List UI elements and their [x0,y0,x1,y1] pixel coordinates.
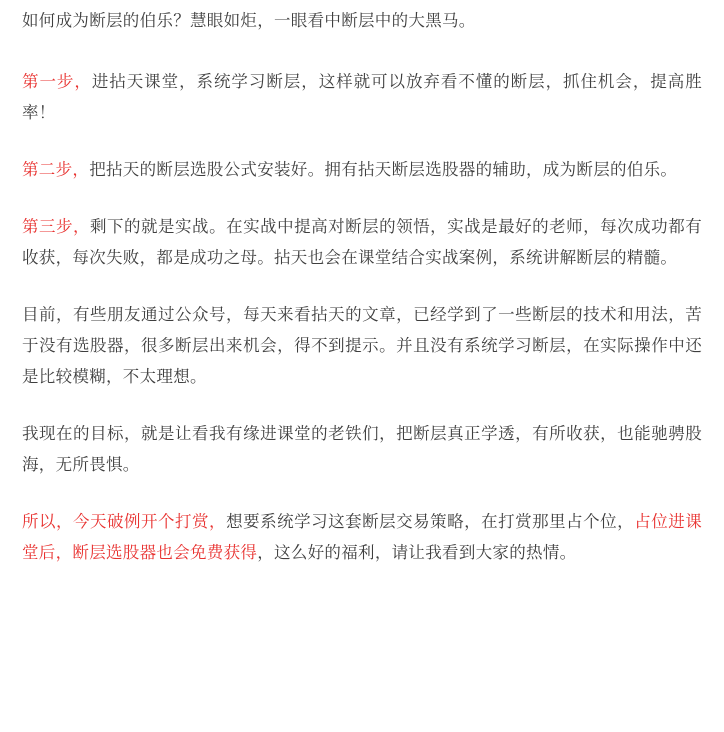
paragraph-step-three [22,212,702,274]
text-segment: 如何成为断层的伯乐？慧眼如炬，一眼看中断层中的大黑马。 [22,12,476,30]
text-segment: 把拈天的断层选股公式安装好。拥有拈天断层选股器的辅助，成为断层的伯乐。 [89,161,678,179]
step-label: 第三步， [22,218,91,236]
step-label: 第二步， [22,161,90,179]
paragraph-step-one [22,67,702,129]
paragraph-intro [22,6,702,37]
text-segment: 进拈天课堂，系统学习断层，这样就可以放弃看不懂的断层，抓住机会，提高胜率！ [22,73,702,122]
step-label: 第一步， [22,73,92,91]
text-segment: 想要系统学习这套断层交易策略，在打赏那里占个位， [226,513,635,531]
paragraph-current-status [22,300,702,393]
text-segment: ，这么好的福利，请让我看到大家的热情。 [257,544,577,562]
text-segment: 目前，有些朋友通过公众号，每天来看拈天的文章，已经学到了一些断层的技术和用法，苦于没有选股器，很多断层出来机会，得不到提示。并且没有系统学习断层，在实际操作中还是比较模糊，不太理想。 [22,306,702,386]
text-segment: 我现在的目标，就是让看我有缘进课堂的老铁们，把断层真正学透，有所收获，也能驰骋股海，无所畏惧。 [22,425,702,474]
highlight-segment: 所以，今天破例开个打赏， [22,513,227,531]
paragraph-step-two [22,155,702,186]
highlight-segment: 占位进课堂后， [22,513,703,562]
highlight-segment: 断层选股器也会免费获得 [72,544,258,562]
paragraph-goal [22,419,702,481]
text-segment: 剩下的就是实战。在实战中提高对断层的领悟，实战是最好的老师，每次成功都有收获，每次失败，都是成功之母。拈天也会在课堂结合实战案例，系统讲解断层的精髓。 [22,218,702,267]
paragraph-offer [22,507,702,569]
